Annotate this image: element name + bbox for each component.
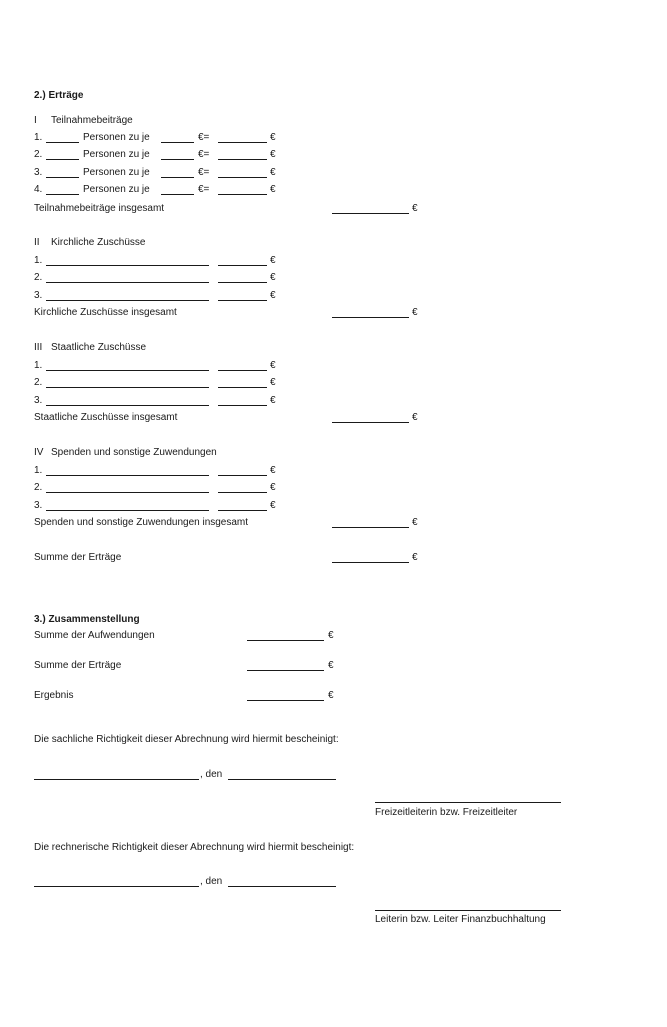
description-field[interactable] (46, 492, 209, 493)
row-number: 3. (34, 290, 43, 301)
total-label-staatlich: Staatliche Zuschüsse insgesamt (34, 412, 178, 423)
currency-sign: € (270, 482, 276, 493)
currency-sign: € (412, 412, 418, 423)
persons-text: Personen zu je (83, 184, 150, 195)
section-3-heading: 3.) Zusammenstellung (34, 614, 140, 625)
group-title-staatlich: Staatliche Zuschüsse (51, 342, 147, 353)
total-field-spenden[interactable] (332, 527, 409, 528)
currency-sign: € (412, 203, 418, 214)
total-field-teilnahme[interactable] (332, 213, 409, 214)
description-field[interactable] (46, 282, 209, 283)
persons-count-field[interactable] (46, 177, 79, 178)
currency-sign: € (412, 307, 418, 318)
row-number: 2. (34, 149, 43, 160)
row-number: 2. (34, 272, 43, 283)
currency-sign: € (412, 517, 418, 528)
currency-sign: € (270, 132, 276, 143)
summary-label-ertraege: Summe der Erträge (34, 660, 122, 671)
row-amount-field[interactable] (218, 387, 267, 388)
description-field[interactable] (46, 510, 209, 511)
row-amount-field[interactable] (218, 492, 267, 493)
certification-statement-rechnerisch: Die rechnerische Richtigkeit dieser Abrechnung wird hiermit bescheinigt: (34, 842, 355, 853)
summary-field-ergebnis[interactable] (247, 700, 324, 701)
group-title-teilnahme: Teilnahmebeiträge (51, 115, 133, 126)
date-field[interactable] (228, 779, 336, 780)
row-number: 1. (34, 465, 43, 476)
signature-line-finanzbuchhaltung[interactable] (375, 910, 561, 911)
summary-field-aufwendungen[interactable] (247, 640, 324, 641)
currency-sign: € (328, 690, 334, 701)
price-per-person-field[interactable] (161, 177, 194, 178)
description-field[interactable] (46, 265, 209, 266)
currency-sign: € (270, 395, 276, 406)
persons-count-field[interactable] (46, 194, 79, 195)
group-title-kirchlich: Kirchliche Zuschüsse (51, 237, 146, 248)
currency-sign: € (328, 630, 334, 641)
den-text: , den (200, 769, 223, 780)
place-field[interactable] (34, 886, 199, 887)
description-field[interactable] (46, 475, 209, 476)
row-number: 1. (34, 255, 43, 266)
row-number: 3. (34, 500, 43, 511)
total-field-staatlich[interactable] (332, 422, 409, 423)
signature-label-freizeitleitung: Freizeitleiterin bzw. Freizeitleiter (375, 807, 518, 818)
equals-sign: €= (198, 167, 210, 178)
summary-label-ergebnis: Ergebnis (34, 690, 74, 701)
currency-sign: € (412, 552, 418, 563)
row-number: 2. (34, 482, 43, 493)
group-title-spenden: Spenden und sonstige Zuwendungen (51, 447, 217, 458)
price-per-person-field[interactable] (161, 194, 194, 195)
currency-sign: € (270, 272, 276, 283)
equals-sign: €= (198, 184, 210, 195)
sum-label-ertraege: Summe der Erträge (34, 552, 122, 563)
row-amount-field[interactable] (218, 194, 267, 195)
sum-field-ertraege[interactable] (332, 562, 409, 563)
row-number: 4. (34, 184, 43, 195)
row-amount-field[interactable] (218, 265, 267, 266)
currency-sign: € (270, 290, 276, 301)
description-field[interactable] (46, 405, 209, 406)
persons-count-field[interactable] (46, 159, 79, 160)
group-numeral-i: I (34, 115, 37, 126)
description-field[interactable] (46, 387, 209, 388)
row-amount-field[interactable] (218, 282, 267, 283)
currency-sign: € (270, 255, 276, 266)
group-numeral-ii: II (34, 237, 40, 248)
equals-sign: €= (198, 149, 210, 160)
row-amount-field[interactable] (218, 177, 267, 178)
place-field[interactable] (34, 779, 199, 780)
persons-text: Personen zu je (83, 132, 150, 143)
total-field-kirchlich[interactable] (332, 317, 409, 318)
currency-sign: € (270, 167, 276, 178)
persons-count-field[interactable] (46, 142, 79, 143)
total-label-spenden: Spenden und sonstige Zuwendungen insgesamt (34, 517, 249, 528)
persons-text: Personen zu je (83, 167, 150, 178)
row-amount-field[interactable] (218, 510, 267, 511)
row-amount-field[interactable] (218, 159, 267, 160)
row-number: 2. (34, 377, 43, 388)
row-amount-field[interactable] (218, 300, 267, 301)
group-numeral-iv: IV (34, 447, 44, 458)
section-2-heading: 2.) Erträge (34, 90, 84, 101)
currency-sign: € (270, 500, 276, 511)
currency-sign: € (270, 149, 276, 160)
description-field[interactable] (46, 370, 209, 371)
row-number: 3. (34, 167, 43, 178)
currency-sign: € (270, 360, 276, 371)
group-numeral-iii: III (34, 342, 43, 353)
row-amount-field[interactable] (218, 142, 267, 143)
currency-sign: € (270, 465, 276, 476)
row-amount-field[interactable] (218, 475, 267, 476)
summary-field-ertraege[interactable] (247, 670, 324, 671)
den-text: , den (200, 876, 223, 887)
total-label-kirchlich: Kirchliche Zuschüsse insgesamt (34, 307, 177, 318)
certification-statement-sachlich: Die sachliche Richtigkeit dieser Abrechnung wird hiermit bescheinigt: (34, 734, 339, 745)
row-amount-field[interactable] (218, 405, 267, 406)
row-number: 1. (34, 360, 43, 371)
summary-label-aufwendungen: Summe der Aufwendungen (34, 630, 155, 641)
signature-label-finanzbuchhaltung: Leiterin bzw. Leiter Finanzbuchhaltung (375, 914, 546, 925)
row-amount-field[interactable] (218, 370, 267, 371)
equals-sign: €= (198, 132, 210, 143)
currency-sign: € (270, 377, 276, 388)
price-per-person-field[interactable] (161, 159, 194, 160)
total-label-teilnahme: Teilnahmebeiträge insgesamt (34, 203, 165, 214)
price-per-person-field[interactable] (161, 142, 194, 143)
currency-sign: € (270, 184, 276, 195)
row-number: 1. (34, 132, 43, 143)
currency-sign: € (328, 660, 334, 671)
persons-text: Personen zu je (83, 149, 150, 160)
signature-line-freizeitleitung[interactable] (375, 802, 561, 803)
row-number: 3. (34, 395, 43, 406)
date-field[interactable] (228, 886, 336, 887)
description-field[interactable] (46, 300, 209, 301)
